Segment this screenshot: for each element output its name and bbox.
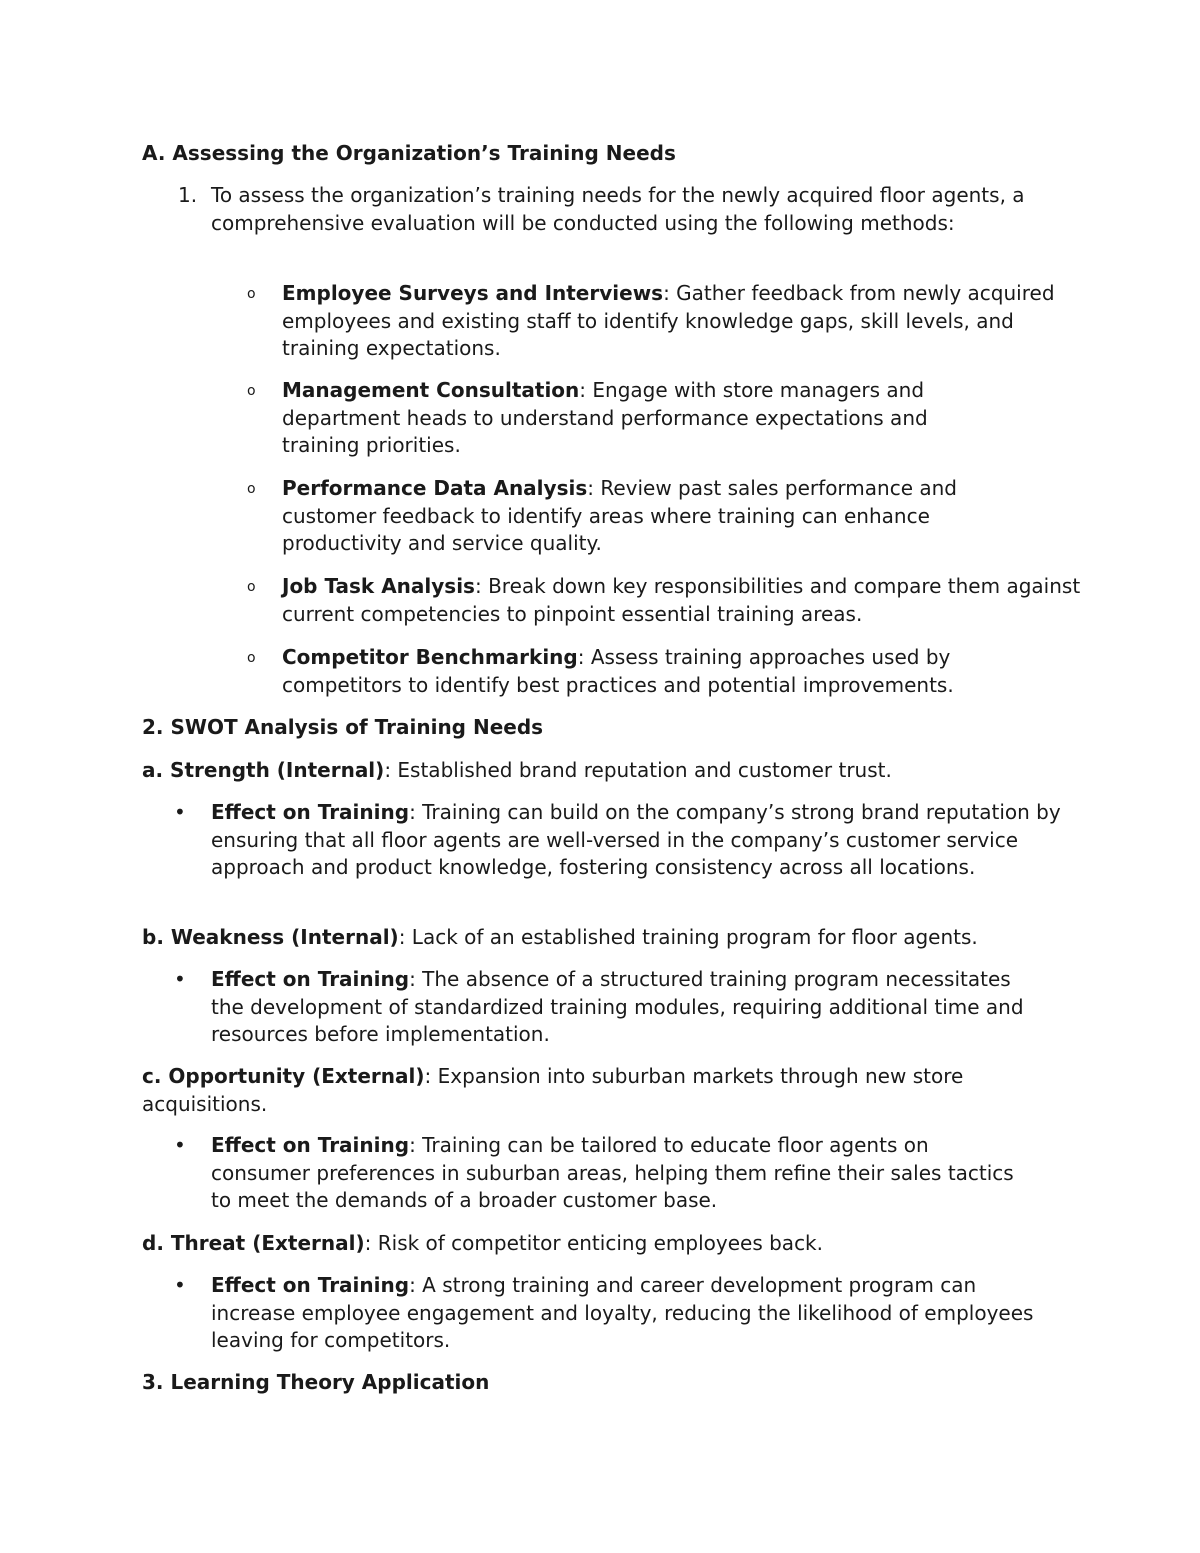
threat-effect-bullet: • [174, 1273, 186, 1297]
section-a-heading: A. Assessing the Organization’s Training Needs [142, 141, 676, 165]
method-5-text: : Assess training approaches used by competitors to identify best practices and potential improvements. [282, 645, 954, 697]
strength-effect-title: Effect on Training [211, 800, 410, 824]
method-performance-data [282, 475, 1042, 558]
strength-effect-text: : Training can build on the company’s strong brand reputation by ensuring that all floor agents are well-versed in the company’s customer service approach and product knowledge, fostering consistency across all locations. [211, 800, 1061, 879]
opportunity-effect-title: Effect on Training [211, 1133, 410, 1157]
method-employee-surveys [282, 280, 1062, 363]
section-3-heading: 3. Learning Theory Application [142, 1370, 490, 1394]
swot-opportunity-label: c. Opportunity (External) [142, 1064, 425, 1088]
method-management-consultation [282, 377, 1002, 460]
method-5-title: Competitor Benchmarking [282, 645, 578, 669]
weakness-effect-title: Effect on Training [211, 967, 410, 991]
swot-weakness [142, 924, 1072, 952]
strength-effect [211, 799, 1061, 882]
opportunity-effect-text: : Training can be tailored to educate floor agents on consumer preferences in suburban areas, helping them refine their sales tactics to meet the demands of a broader customer base. [211, 1133, 1014, 1212]
threat-effect-title: Effect on Training [211, 1273, 410, 1297]
method-2-marker: o [247, 383, 256, 399]
method-4-text: : Break down key responsibilities and compare them against current competencies to pinpoint essential training areas. [282, 574, 1081, 626]
weakness-effect-text: : The absence of a structured training program necessitates the development of standardized training modules, requiring additional time and resources before implementation. [211, 967, 1024, 1046]
method-1-marker: o [247, 286, 256, 302]
item-1-number: 1. [178, 183, 198, 207]
method-4-marker: o [247, 579, 256, 595]
swot-strength [142, 757, 1072, 785]
threat-effect-text: : A strong training and career development program can increase employee engagement and loyalty, reducing the likelihood of employees leaving for competitors. [211, 1273, 1034, 1352]
swot-threat-label: d. Threat (External) [142, 1231, 365, 1255]
method-2-text: : Engage with store managers and department heads to understand performance expectations and training priorities. [282, 378, 928, 457]
swot-weakness-label: b. Weakness (Internal) [142, 925, 399, 949]
method-competitor-benchmarking [282, 644, 1042, 699]
swot-strength-text: : Established brand reputation and customer trust. [384, 758, 892, 782]
method-2-title: Management Consultation [282, 378, 580, 402]
item-1-text: To assess the organization’s training needs for the newly acquired floor agents, a comprehensive evaluation will be conducted using the following methods: [211, 183, 1025, 235]
swot-strength-label: a. Strength (Internal) [142, 758, 385, 782]
section-2-heading: 2. SWOT Analysis of Training Needs [142, 715, 544, 739]
threat-effect [211, 1272, 1051, 1355]
method-5-marker: o [247, 650, 256, 666]
weakness-effect [211, 966, 1041, 1049]
weakness-effect-bullet: • [174, 967, 186, 991]
swot-weakness-text: : Lack of an established training program for floor agents. [398, 925, 978, 949]
opportunity-effect-bullet: • [174, 1133, 186, 1157]
method-3-title: Performance Data Analysis [282, 476, 588, 500]
opportunity-effect [211, 1132, 1021, 1215]
swot-opportunity [142, 1063, 1062, 1118]
method-4-title: Job Task Analysis [282, 574, 475, 598]
swot-threat [142, 1230, 1072, 1258]
swot-threat-text: : Risk of competitor enticing employees back. [364, 1231, 823, 1255]
strength-effect-bullet: • [174, 800, 186, 824]
method-1-text: : Gather feedback from newly acquired employees and existing staff to identify knowledge gaps, skill levels, and training expectations. [282, 281, 1055, 360]
swot-opportunity-text: : Expansion into suburban markets through new store acquisitions. [142, 1064, 964, 1116]
method-3-marker: o [247, 481, 256, 497]
method-job-task [282, 573, 1082, 628]
method-3-text: : Review past sales performance and customer feedback to identify areas where training can enhance productivity and service quality. [282, 476, 957, 555]
method-1-title: Employee Surveys and Interviews [282, 281, 664, 305]
